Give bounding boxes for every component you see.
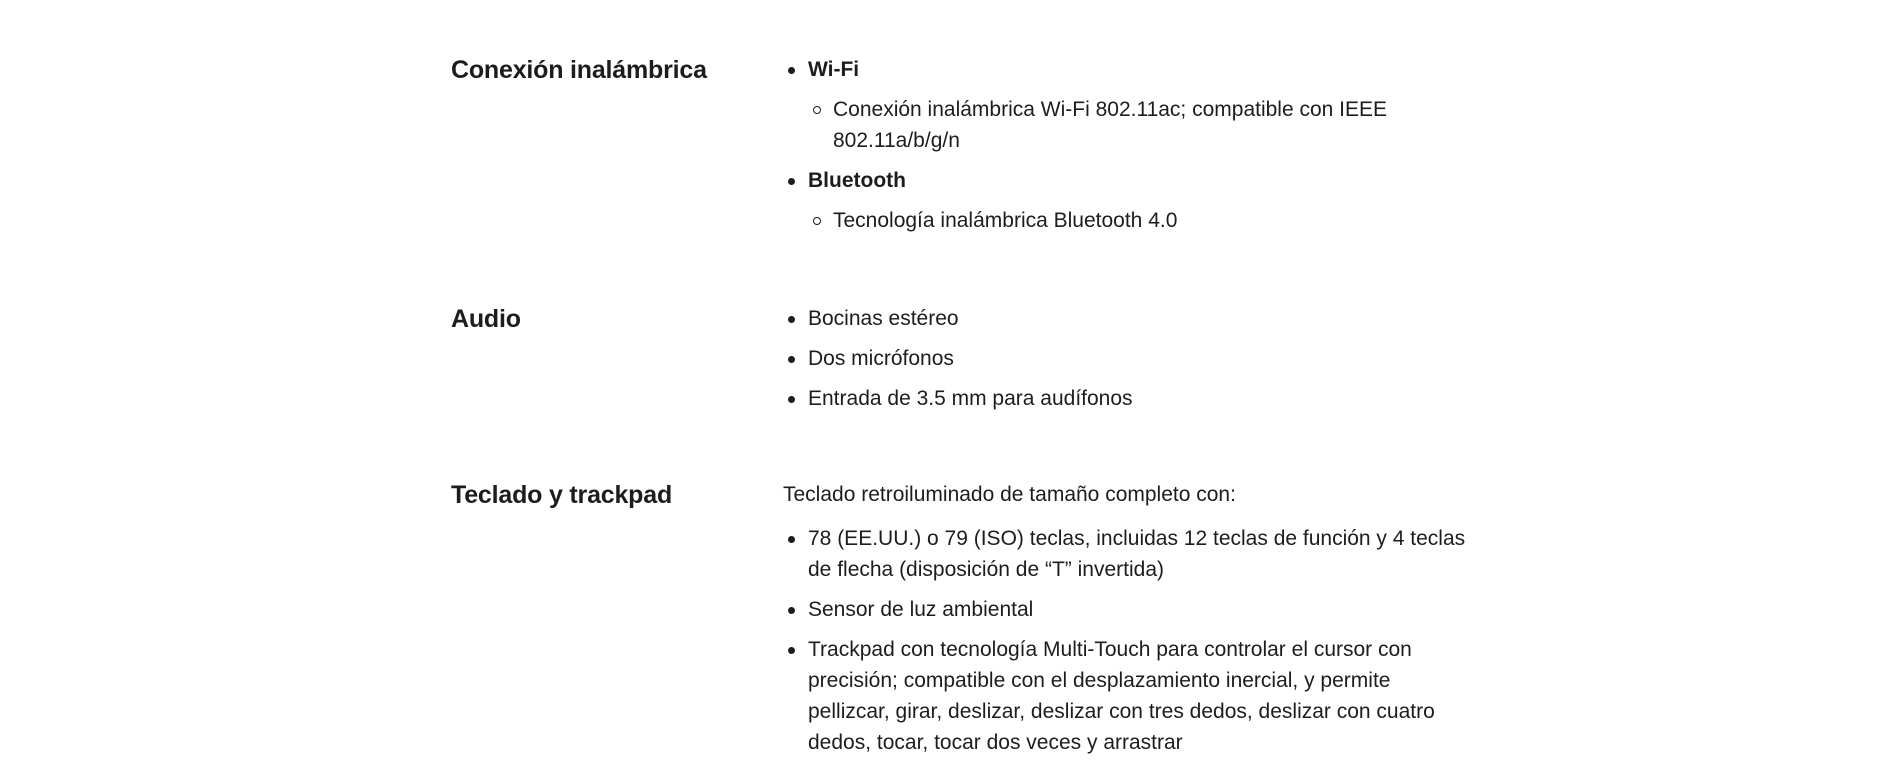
spec-section-audio <box>451 303 1471 423</box>
section-body-audio <box>783 303 1471 423</box>
section-body-keyboard <box>783 479 1471 767</box>
wireless-list <box>783 54 1471 236</box>
list-item: Dos micrófonos <box>783 343 1471 374</box>
wifi-detail: Conexión inalámbrica Wi-Fi 802.11ac; compatible con IEEE 802.11a/b/g/n <box>808 94 1393 156</box>
wifi-label: Wi-Fi <box>808 58 860 81</box>
list-item-wifi <box>783 54 1471 156</box>
spec-section-wireless <box>451 54 1471 245</box>
audio-list <box>783 303 1471 414</box>
list-item: Bocinas estéreo <box>783 303 1471 334</box>
section-title-keyboard: Teclado y trackpad <box>451 481 673 509</box>
list-item: 78 (EE.UU.) o 79 (ISO) teclas, incluidas 12 teclas de función y 4 teclas de flecha (disposición de “T” invertida) <box>783 523 1473 585</box>
keyboard-list <box>783 523 1473 758</box>
list-item: Entrada de 3.5 mm para audífonos <box>783 383 1471 414</box>
bluetooth-detail: Tecnología inalámbrica Bluetooth 4.0 <box>808 205 1471 236</box>
section-title-audio: Audio <box>451 305 521 333</box>
wifi-sublist <box>808 94 1471 156</box>
list-item: Trackpad con tecnología Multi-Touch para controlar el cursor con precisión; compatible con el desplazamiento inercial, y permite pellizcar, girar, deslizar, deslizar con tres dedos, deslizar con cuatro dedos, tocar, tocar dos veces y arrastrar <box>783 634 1473 758</box>
section-body-wireless <box>783 54 1471 245</box>
spec-section-keyboard <box>451 479 1471 767</box>
keyboard-intro: Teclado retroiluminado de tamaño completo con: <box>783 483 1236 506</box>
bluetooth-sublist <box>808 205 1471 236</box>
bluetooth-label: Bluetooth <box>808 169 906 192</box>
list-item-bluetooth <box>783 165 1471 236</box>
section-title-wireless: Conexión inalámbrica <box>451 56 707 84</box>
list-item: Sensor de luz ambiental <box>783 594 1473 625</box>
